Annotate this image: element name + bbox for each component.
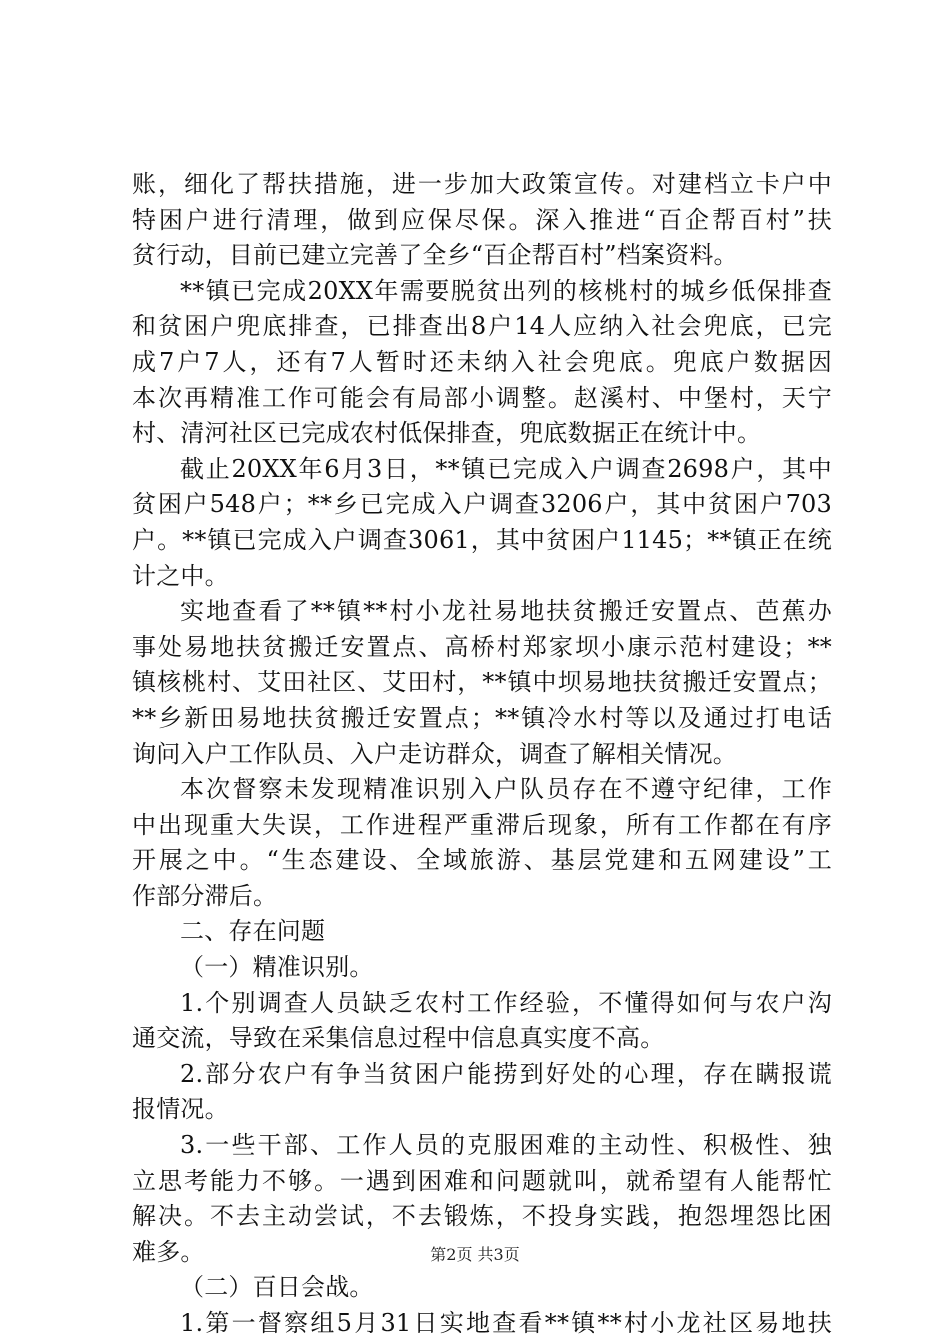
page-footer: 第2页 共3页 xyxy=(430,1245,520,1264)
text-line: 立思考能力不够。一遇到困难和问题就叫，就希望有人能帮忙 xyxy=(132,1166,832,1195)
text-line: 本次再精准工作可能会有局部小调整。赵溪村、中堡村，天宁 xyxy=(132,383,832,412)
document-body xyxy=(132,167,832,1342)
text-line: （一）精准识别。 xyxy=(180,953,374,982)
text-line: 镇核桃村、艾田社区、艾田村，**镇中坝易地扶贫搬迁安置点； xyxy=(132,668,832,697)
text-line: 通交流，导致在采集信息过程中信息真实度不高。 xyxy=(132,1024,665,1053)
text-line: **镇已完成20XX年需要脱贫出列的核桃村的城乡低保排查 xyxy=(180,276,832,305)
text-line: 贫行动，目前已建立完善了全乡“百企帮百村”档案资料。 xyxy=(132,241,738,270)
text-line: 实地查看了**镇**村小龙社易地扶贫搬迁安置点、芭蕉办 xyxy=(180,597,832,626)
text-line: **乡新田易地扶贫搬迁安置点；**镇冷水村等以及通过打电话 xyxy=(132,703,832,732)
text-line: 特困户进行清理，做到应保尽保。深入推进“百企帮百村”扶 xyxy=(132,205,832,234)
text-line: 户。**镇已完成入户调查3061，其中贫困户1145；**镇正在统 xyxy=(132,525,832,554)
text-line: 村、清河社区已完成农村低保排查，兜底数据正在统计中。 xyxy=(132,419,762,448)
text-line: 询问入户工作队员、入户走访群众，调查了解相关情况。 xyxy=(132,739,737,768)
text-line: 账，细化了帮扶措施，进一步加大政策宣传。对建档立卡户中 xyxy=(132,170,832,198)
text-line: 作部分滞后。 xyxy=(132,881,278,910)
text-line: 2.部分农户有争当贫困户能捞到好处的心理，存在瞒报谎 xyxy=(180,1059,832,1088)
text-line: 本次督察未发现精准识别入户队员存在不遵守纪律，工作 xyxy=(180,775,832,804)
text-line: 二、存在问题 xyxy=(180,917,326,946)
text-line: 中出现重大失误，工作进程严重滞后现象，所有工作都在有序 xyxy=(132,810,832,839)
text-line: 截止20XX年6月3日，**镇已完成入户调查2698户，其中 xyxy=(180,454,832,483)
text-line: 难多。 xyxy=(132,1237,205,1266)
text-line: 和贫困户兜底排查，已排查出8户14人应纳入社会兜底，已完 xyxy=(132,312,832,341)
text-line: （二）百日会战。 xyxy=(180,1273,374,1302)
text-line: 解决。不去主动尝试，不去锻炼，不投身实践，抱怨埋怨比困 xyxy=(132,1202,832,1231)
text-line: 计之中。 xyxy=(132,561,229,590)
text-line: 1.第一督察组5月31日实地查看**镇**村小龙社区易地扶 xyxy=(180,1309,832,1337)
text-line: 成7户7人，还有7人暂时还未纳入社会兜底。兜底户数据因 xyxy=(132,347,832,376)
text-line: 3.一些干部、工作人员的克服困难的主动性、积极性、独 xyxy=(180,1131,832,1160)
text-line: 开展之中。“生态建设、全域旅游、基层党建和五网建设”工 xyxy=(132,846,832,875)
text-line: 报情况。 xyxy=(132,1095,229,1124)
text-line: 贫困户548户；**乡已完成入户调查3206户，其中贫困户703 xyxy=(132,490,832,519)
text-line: 1.个别调查人员缺乏农村工作经验，不懂得如何与农户沟 xyxy=(180,988,832,1017)
text-line: 事处易地扶贫搬迁安置点、高桥村郑家坝小康示范村建设；** xyxy=(132,632,832,661)
